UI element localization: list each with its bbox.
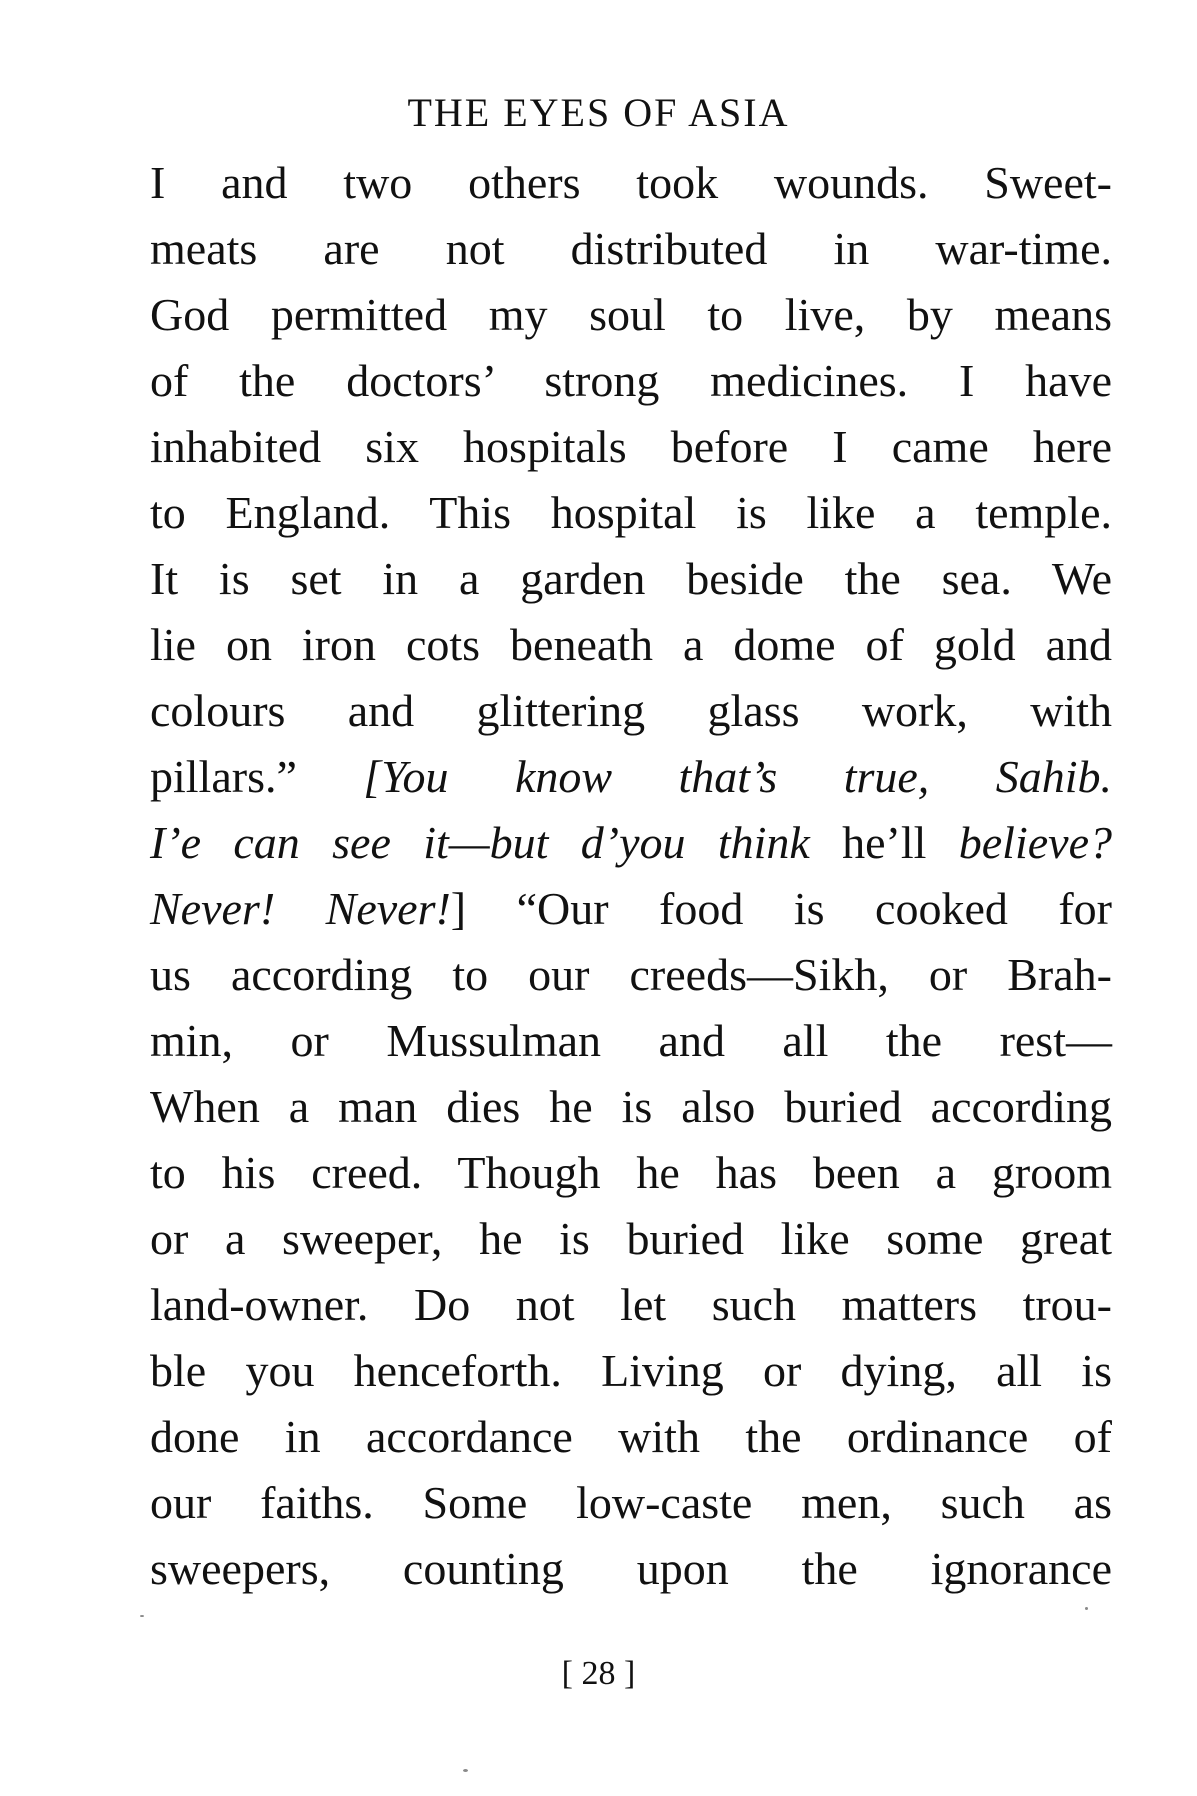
text-line: of the doctors’ strong medicines. I have xyxy=(150,355,1112,406)
text-line: When a man dies he is also buried according xyxy=(150,1081,1112,1132)
print-speck xyxy=(140,1615,144,1617)
text-line: God permitted my soul to live, by means xyxy=(150,289,1112,340)
text-line: inhabited six hospitals before I came here xyxy=(150,421,1112,472)
text-line: colours and glittering glass work, with xyxy=(150,685,1112,736)
text-line: ble you henceforth. Living or dying, all is xyxy=(150,1345,1112,1396)
text-line: pillars.” [You know that’s true, Sahib. xyxy=(150,751,1112,802)
text-line: min, or Mussulman and all the rest— xyxy=(150,1015,1112,1066)
print-speck xyxy=(1085,1607,1088,1610)
text-line: Never! Never!] “Our food is cooked for xyxy=(150,883,1112,934)
text-line: I’e can see it—but d’you think he’ll believe? xyxy=(150,817,1112,868)
text-line: It is set in a garden beside the sea. We xyxy=(150,553,1112,604)
italic-aside: [You know that’s true, Sahib. xyxy=(363,751,1112,802)
text-line: or a sweeper, he is buried like some great xyxy=(150,1213,1112,1264)
text-line: lie on iron cots beneath a dome of gold and xyxy=(150,619,1112,670)
print-speck xyxy=(463,1769,468,1772)
running-head: THE EYES OF ASIA xyxy=(407,90,790,135)
text-line: sweepers, counting upon the ignorance xyxy=(150,1543,1112,1594)
text-line: land-owner. Do not let such matters trou- xyxy=(150,1279,1112,1330)
italic-aside: believe? xyxy=(958,817,1112,868)
page-number: [ 28 ] xyxy=(561,1655,636,1692)
text-line: I and two others took wounds. Sweet- xyxy=(150,157,1112,208)
italic-aside: Never! Never! xyxy=(150,883,451,934)
body-text xyxy=(150,150,1112,1602)
text-line: to his creed. Though he has been a groom xyxy=(150,1147,1112,1198)
text-line: to England. This hospital is like a temple. xyxy=(150,487,1112,538)
italic-aside: I’e can see it—but d’you think xyxy=(150,817,810,868)
text-line: us according to our creeds—Sikh, or Brah- xyxy=(150,949,1112,1000)
text-line: meats are not distributed in war-time. xyxy=(150,223,1112,274)
text-line: our faiths. Some low-caste men, such as xyxy=(150,1477,1112,1528)
text-line: done in accordance with the ordinance of xyxy=(150,1411,1112,1462)
